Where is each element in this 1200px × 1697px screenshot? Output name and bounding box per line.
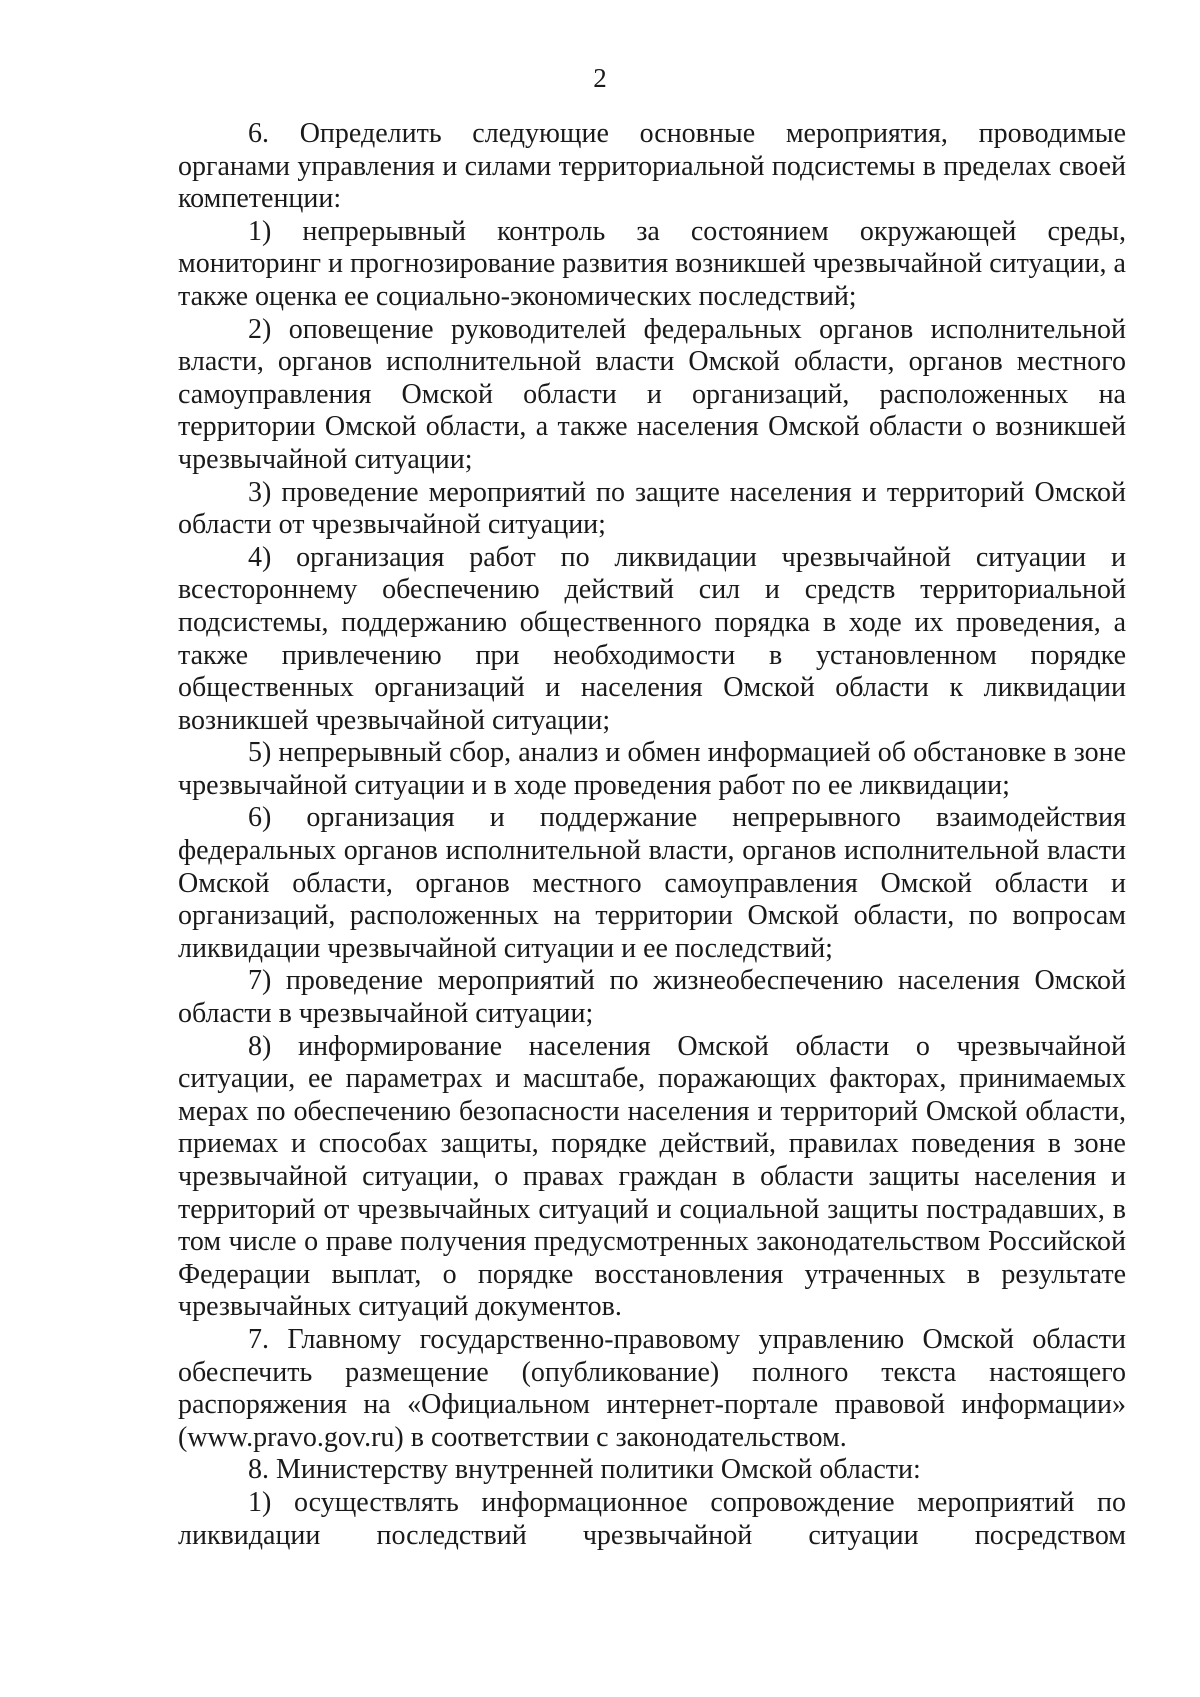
list-item-6-3: 3) проведение мероприятий по защите населения и территорий Омской области от чрезвычайной ситуации;	[178, 476, 1126, 541]
list-item-8-1: 1) осуществлять информационное сопровождение мероприятий по ликвидации последствий чрезвычайной ситуации посредством	[178, 1486, 1126, 1551]
document-body	[178, 118, 1126, 1552]
list-item-6-6: 6) организация и поддержание непрерывного взаимодействия федеральных органов исполнительной власти, органов исполнительной власти Омской области, органов местного самоуправления Омской области и организаций, расположенных на территории Омской области, по вопросам ликвидации чрезвычайной ситуации и ее последствий;	[178, 802, 1126, 964]
list-item-6-5: 5) непрерывный сбор, анализ и обмен информацией об обстановке в зоне чрезвычайной ситуации и в ходе проведения работ по ее ликвидации;	[178, 737, 1126, 801]
paragraph-item-8: 8. Министерству внутренней политики Омской области:	[248, 1454, 921, 1486]
paragraph-item-6: 6. Определить следующие основные мероприятия, проводимые органами управления и силами территориальной подсистемы в пределах своей компетенции:	[178, 118, 1126, 215]
list-item-6-1: 1) непрерывный контроль за состоянием окружающей среды, мониторинг и прогнозирование развития возникшей чрезвычайной ситуации, а также оценка ее социально-экономических последствий;	[178, 215, 1126, 312]
list-item-6-8: 8) информирование населения Омской области о чрезвычайной ситуации, ее параметрах и масштабе, поражающих факторах, принимаемых мерах по обеспечению безопасности населения и территорий Омской области, приемах и способах защиты, порядке действий, правилах поведения в зоне чрезвычайной ситуации, о правах граждан в области защиты населения и территорий от чрезвычайных ситуаций и социальной защиты пострадавших, в том числе о праве получения предусмотренных законодательством Российской Федерации выплат, о порядке восстановления утраченных в результате чрезвычайных ситуаций документов.	[178, 1030, 1126, 1323]
list-item-6-7: 7) проведение мероприятий по жизнеобеспечению населения Омской области в чрезвычайной ситуации;	[178, 965, 1126, 1030]
list-item-6-2: 2) оповещение руководителей федеральных органов исполнительной власти, органов исполнительной власти Омской области, органов местного самоуправления Омской области и организаций, расположенных на территории Омской области, а также населения Омской области о возникшей чрезвычайной ситуации;	[178, 313, 1126, 475]
paragraph-item-7: 7. Главному государственно-правовому управлению Омской области обеспечить размещение (опубликование) полного текста настоящего распоряжения на «Официальном интернет-портале правовой информации» (www.pravo.gov.ru) в соответствии с законодательством.	[178, 1323, 1126, 1453]
list-item-6-4: 4) организация работ по ликвидации чрезвычайной ситуации и всестороннему обеспечению действий сил и средств территориальной подсистемы, поддержанию общественного порядка в ходе их проведения, а также привлечению при необходимости в установленном порядке общественных организаций и населения Омской области к ликвидации возникшей чрезвычайной ситуации;	[178, 541, 1126, 736]
page-number: 2	[593, 63, 607, 93]
